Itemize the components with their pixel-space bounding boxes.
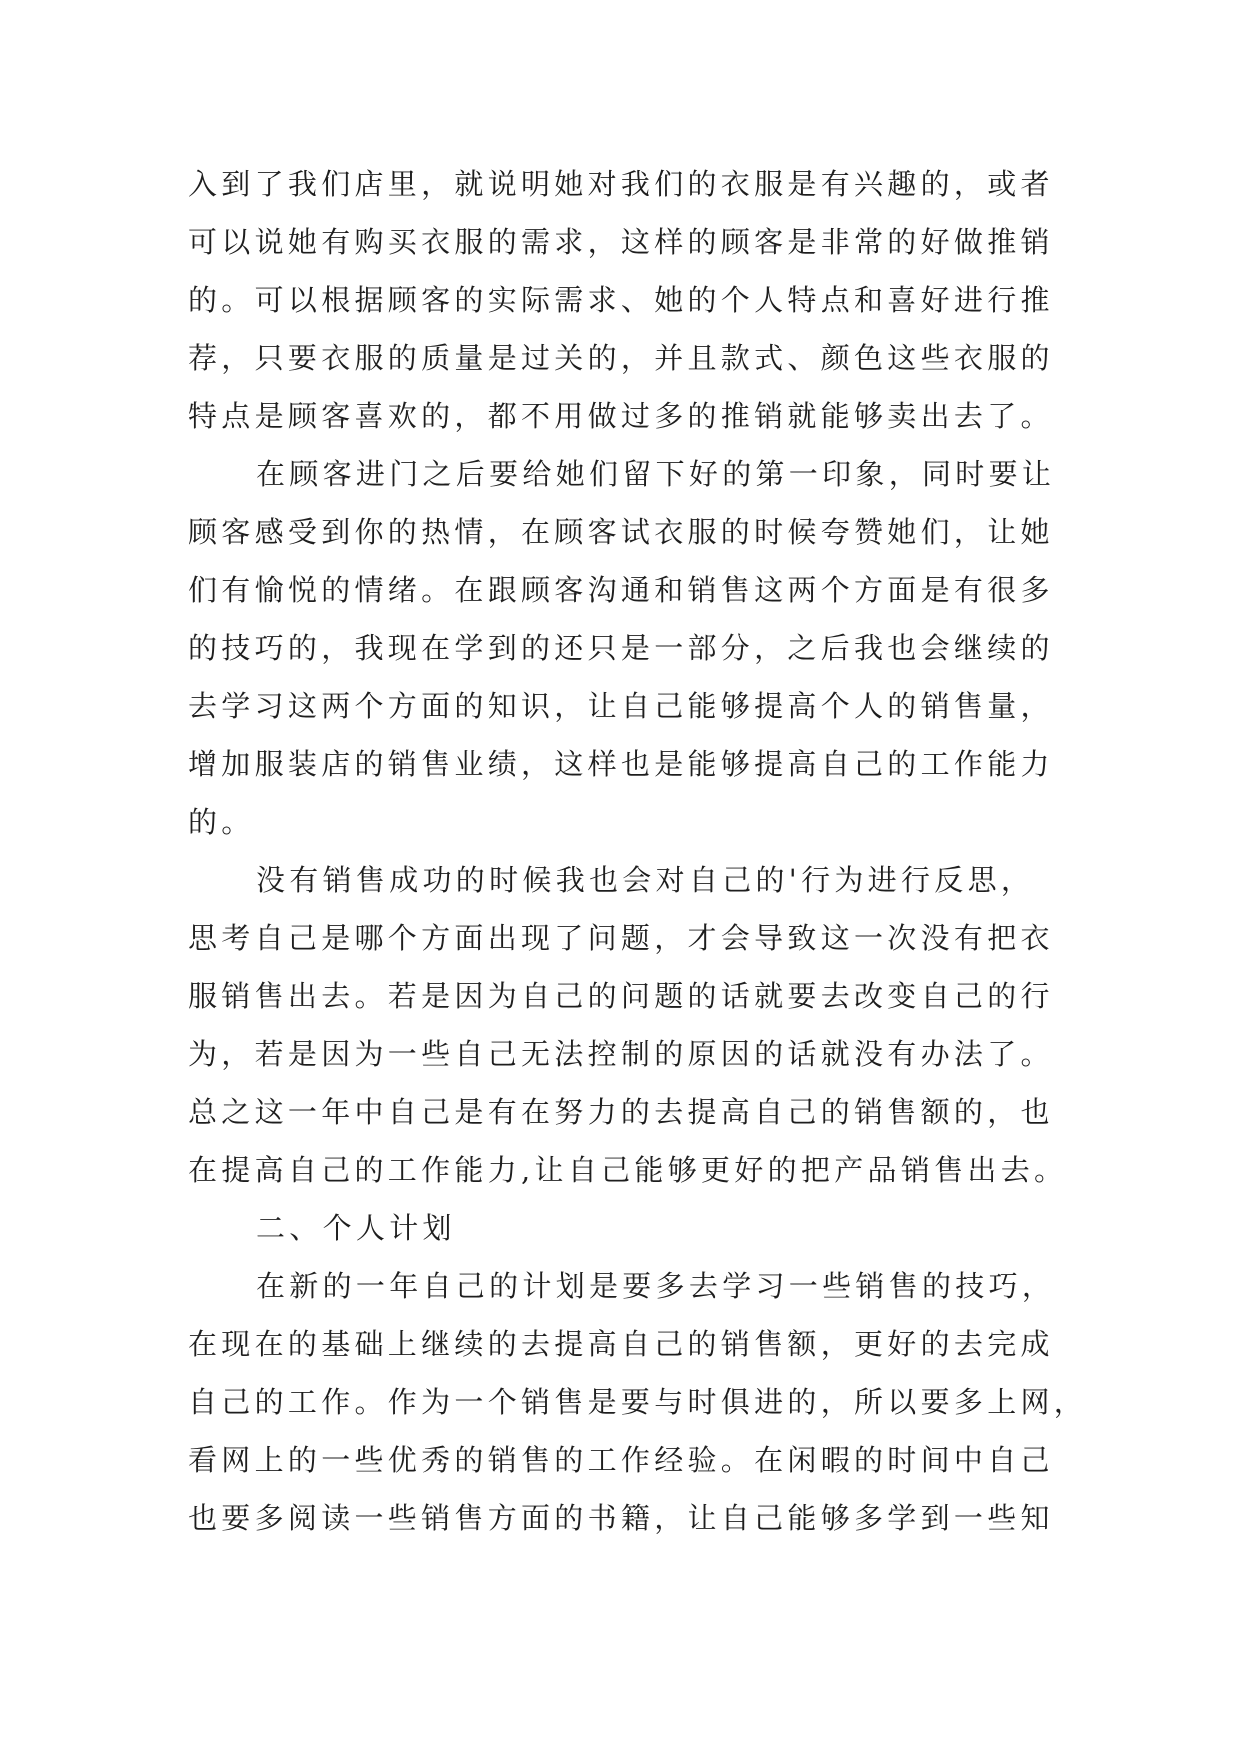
text-line: 可以说她有购买衣服的需求，这样的顾客是非常的好做推销 (188, 225, 1054, 259)
text-line: 二、个人计划 (256, 1211, 456, 1245)
text-line: 看网上的一些优秀的销售的工作经验。在闲暇的时间中自己 (188, 1443, 1054, 1477)
text-line: 的技巧的，我现在学到的还只是一部分，之后我也会继续的 (188, 631, 1054, 665)
text-line: 在现在的基础上继续的去提高自己的销售额，更好的去完成 (188, 1327, 1054, 1361)
text-line: 荐，只要衣服的质量是过关的，并且款式、颜色这些衣服的 (188, 341, 1054, 375)
text-line: 在提高自己的工作能力,让自己能够更好的把产品销售出去。 (188, 1153, 1068, 1187)
text-line: 服销售出去。若是因为自己的问题的话就要去改变自己的行 (188, 979, 1054, 1013)
text-line: 思考自己是哪个方面出现了问题，才会导致这一次没有把衣 (188, 921, 1054, 955)
text-line: 的。 (188, 805, 255, 839)
text-line: 自己的工作。作为一个销售是要与时俱进的，所以要多上网， (188, 1385, 1088, 1419)
text-line: 们有愉悦的情绪。在跟顾客沟通和销售这两个方面是有很多 (188, 573, 1054, 607)
document-body-text (188, 155, 1088, 1547)
text-line: 的。可以根据顾客的实际需求、她的个人特点和喜好进行推 (188, 283, 1054, 317)
text-line: 在新的一年自己的计划是要多去学习一些销售的技巧， (256, 1269, 1056, 1303)
text-line: 去学习这两个方面的知识，让自己能够提高个人的销售量， (188, 689, 1054, 723)
text-line: 没有销售成功的时候我也会对自己的'行为进行反思， (256, 863, 1035, 897)
text-line: 也要多阅读一些销售方面的书籍，让自己能够多学到一些知 (188, 1501, 1054, 1535)
text-line: 总之这一年中自己是有在努力的去提高自己的销售额的，也 (188, 1095, 1054, 1129)
text-line: 特点是顾客喜欢的，都不用做过多的推销就能够卖出去了。 (188, 399, 1054, 433)
text-line: 为，若是因为一些自己无法控制的原因的话就没有办法了。 (188, 1037, 1054, 1071)
text-line: 入到了我们店里，就说明她对我们的衣服是有兴趣的，或者 (188, 167, 1054, 201)
text-line: 顾客感受到你的热情，在顾客试衣服的时候夸赞她们，让她 (188, 515, 1054, 549)
text-line: 在顾客进门之后要给她们留下好的第一印象，同时要让 (256, 457, 1056, 491)
text-line: 增加服装店的销售业绩，这样也是能够提高自己的工作能力 (188, 747, 1054, 781)
